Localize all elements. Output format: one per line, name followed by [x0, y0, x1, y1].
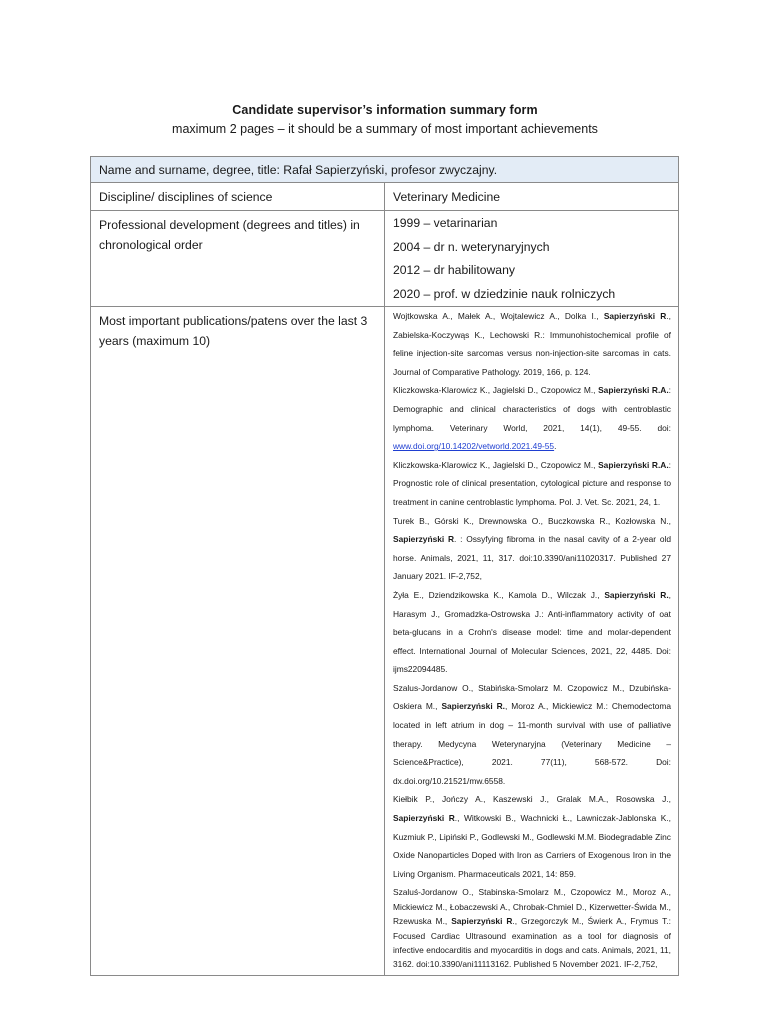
pub-tail: .	[554, 441, 557, 452]
name-text: Name and surname, degree, title: Rafał Sapierzyński, profesor zwyczajny.	[99, 163, 498, 177]
development-list	[385, 211, 678, 306]
pub-authors: Kliczkowska-Klarowicz K., Jagielski D., Czopowicz M.,	[393, 385, 599, 396]
pub-details: , Moroz A., Mickiewicz M.: Chemodectoma located in left atrium in dog – 11-month survival with use of palliative therapy. Medycyna Weterynaryjna (Veterinary Medicine – Science&Practice), 2021. 77(11), 568-572. Doi: dx.doi.org/10.21521/mw.6558.	[393, 701, 671, 786]
development-value-cell	[385, 211, 679, 307]
development-label-cell	[91, 211, 385, 307]
publication-item	[393, 790, 671, 883]
publication-item	[393, 307, 671, 381]
development-row	[91, 211, 679, 307]
name-row	[91, 157, 679, 183]
pub-highlight-author: Sapierzyński R.	[604, 589, 669, 600]
form-title: Candidate supervisor’s information summary form	[232, 103, 538, 117]
doi-link[interactable]: www.doi.org/10.14202/vetworld.2021.49-55	[393, 441, 555, 452]
pub-authors: Wojtkowska A., Małek A., Wojtalewicz A., Dolka I.,	[393, 311, 604, 321]
publication-item	[393, 586, 671, 679]
pub-highlight-author: Sapierzyński R	[393, 534, 455, 545]
pub-authors: Żyła E., Dziendzikowska K., Kamola D., Wilczak J.,	[393, 589, 605, 600]
pub-details: , Harasym J., Gromadzka-Ostrowska J.: Anti-inflammatory activity of oat beta-glucans in a Crohn's disease model: time and molar-dependent effect. International Journal of Molecular Sciences, 2021, 22, 4485. Doi: ijms22094485.	[393, 589, 671, 675]
publication-item	[393, 885, 671, 971]
publications-row	[91, 307, 679, 976]
name-cell	[91, 157, 679, 183]
development-item: 2020 – prof. w dziedzinie nauk rolniczych	[393, 286, 616, 301]
development-label: Professional development (degrees and titles) in chronological order	[99, 218, 360, 252]
pub-highlight-author: Sapierzyński R.A.	[598, 459, 669, 470]
pub-details: : Demographic and clinical characteristics of dogs with centroblastic lymphoma. Veterinary World, 2021, 14(1), 49-55. doi:	[393, 385, 671, 433]
pub-highlight-author: Sapierzyński R.	[441, 701, 505, 712]
discipline-label: Discipline/ disciplines of science	[99, 190, 273, 204]
pub-authors: Szalus-Jordanow O., Stabińska-Smolarz M. Czopowicz M., Dzubińska-Oskiera M.,	[393, 682, 671, 712]
pub-authors: Kliczkowska-Klarowicz K., Jagielski D., Czopowicz M.,	[393, 459, 599, 470]
discipline-row	[91, 183, 679, 211]
summary-table	[90, 156, 679, 976]
pub-details: . : Ossyfying fibroma in the nasal cavity of a 2-year old horse. Animals, 2021, 11, 317. doi:10.3390/ani11020317. Published 27 January 2021. IF-2,752,	[393, 534, 671, 582]
development-item: 1999 – vetarinarian	[393, 216, 498, 230]
pub-details: ., Zabielska-Koczywąs K., Lechowski R.: Immunohistochemical profile of feline injection-site sarcomas versus non-injection-site sarcomas in cats. Journal of Comparative Pathology. 2019, 166, p. 124.	[393, 311, 671, 377]
pub-details: ., Grzegorczyk M., Świerk A., Frymus T.: Focused Cardiac Ultrasound examination as a tool for diagnosis of infective endocarditis and myocarditis in dogs and cats. Animals, 2021, 11, 3162. doi:10.3390/ani11113162. Published 5 November 2021. IF-2,752,	[393, 916, 671, 970]
pub-authors: Turek B., Górski K., Drewnowska O., Buczkowska R., Kozłowska N.,	[393, 515, 671, 526]
discipline-value-cell	[385, 183, 679, 211]
publication-item	[393, 512, 671, 586]
form-subtitle: maximum 2 pages – it should be a summary of most important achievements	[172, 122, 598, 136]
pub-authors: Szaluś-Jordanow O., Stabinska-Smolarz M., Czopowicz M., Moroz A., Mickiewicz M., Łobaczewski A., Chrobak-Chmiel D., Kizerwetter-Świda M., Rzewuska M.,	[393, 887, 671, 927]
pub-highlight-author: Sapierzyński R	[393, 813, 455, 824]
publications-label: Most important publications/patens over the last 3 years (maximum 10)	[99, 314, 368, 348]
publication-item	[393, 456, 671, 512]
pub-highlight-author: Sapierzyński R.A.	[598, 385, 669, 396]
discipline-value: Veterinary Medicine	[393, 190, 501, 204]
publications-list	[385, 307, 678, 975]
discipline-label-cell	[91, 183, 385, 211]
publications-label-cell	[91, 307, 385, 976]
publications-value-cell	[385, 307, 679, 976]
development-item: 2004 – dr n. weterynaryjnych	[393, 239, 550, 254]
pub-details: : Prognostic role of clinical presentation, cytological picture and response to treatment in canine centroblastic lymphoma. Pol. J. Vet. Sc. 2021, 24, 1.	[393, 459, 671, 507]
pub-details: ., Witkowski B., Wachnicki Ł., Lawniczak-Jablonska K., Kuzmiuk P., Lipiński P., Godlewski M., Godlewski M.M. Biodegradable Zinc Oxide Nanoparticles Doped with Iron as Carriers of Exogenous Iron in the Living Organism. Pharmaceuticals 2021, 14: 859.	[393, 813, 671, 879]
development-item: 2012 – dr habilitowany	[393, 263, 515, 277]
pub-highlight-author: Sapierzyński R	[603, 311, 667, 321]
publication-item	[393, 679, 671, 791]
pub-highlight-author: Sapierzyński R	[451, 916, 513, 927]
publication-item	[393, 381, 671, 455]
pub-authors: Kiełbik P., Jończy A., Kaszewski J., Gralak M.A., Rosowska J.,	[393, 794, 671, 805]
